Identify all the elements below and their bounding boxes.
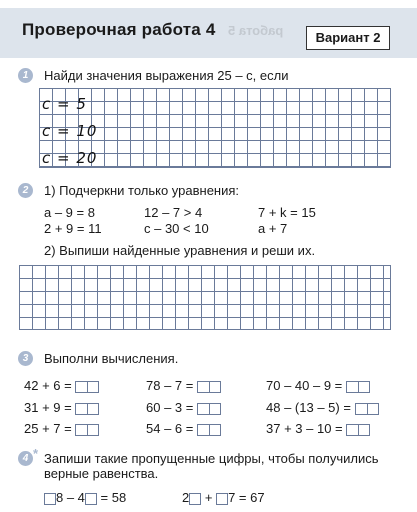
calc-expression: 25 + 7 = bbox=[24, 421, 72, 436]
task-number-4: 4 bbox=[18, 451, 33, 466]
equality-1-part-b: = 58 bbox=[100, 490, 127, 505]
task2-part2: 2) Выпиши найденные уравнения и реши их. bbox=[44, 243, 316, 258]
equation-item: 2 + 9 = 11 bbox=[44, 221, 102, 236]
task-number-2: 2 bbox=[18, 183, 33, 198]
answer-boxes[interactable] bbox=[75, 381, 99, 393]
star-mark: * bbox=[33, 446, 39, 461]
calc-expression: 60 – 3 = bbox=[146, 400, 194, 415]
digit-box[interactable] bbox=[44, 493, 56, 505]
task2-answer-grid[interactable] bbox=[19, 265, 391, 330]
calc-row bbox=[266, 378, 370, 393]
answer-boxes[interactable] bbox=[197, 403, 221, 415]
digit-box[interactable] bbox=[189, 493, 201, 505]
task-number-3: 3 bbox=[18, 351, 33, 366]
answer-boxes[interactable] bbox=[197, 381, 221, 393]
handwritten-answer-3: c = 20 bbox=[42, 149, 98, 167]
equation-item: 12 – 7 > 4 bbox=[144, 205, 203, 220]
calc-row bbox=[24, 378, 99, 393]
equality-2 bbox=[182, 490, 265, 505]
task2-part1: 1) Подчеркни только уравнения: bbox=[44, 183, 240, 198]
handwritten-answer-1: c = 5 bbox=[42, 95, 87, 113]
calc-row bbox=[266, 421, 370, 436]
calc-expression: 78 – 7 = bbox=[146, 378, 194, 393]
task3-text: Выполни вычисления. bbox=[44, 351, 179, 366]
equality-2-part-c: 7 = 67 bbox=[228, 490, 265, 505]
calc-expression: 70 – 40 – 9 = bbox=[266, 378, 343, 393]
equality-1-part-a: 8 – 4 bbox=[56, 490, 85, 505]
variant-badge: Вариант 2 bbox=[306, 26, 390, 50]
digit-box[interactable] bbox=[216, 493, 228, 505]
calc-row bbox=[24, 421, 99, 436]
answer-boxes[interactable] bbox=[197, 424, 221, 436]
task-number-1: 1 bbox=[18, 68, 33, 83]
calc-row bbox=[24, 400, 99, 415]
answer-boxes[interactable] bbox=[346, 381, 370, 393]
calc-row bbox=[266, 400, 379, 415]
equation-item: a – 9 = 8 bbox=[44, 205, 95, 220]
calc-expression: 31 + 9 = bbox=[24, 400, 72, 415]
calc-row bbox=[146, 400, 221, 415]
ghost-text: работа 5 bbox=[228, 23, 284, 38]
answer-boxes[interactable] bbox=[75, 403, 99, 415]
calc-row bbox=[146, 421, 221, 436]
calc-expression: 42 + 6 = bbox=[24, 378, 72, 393]
calc-row bbox=[146, 378, 221, 393]
task1-text: Найди значения выражения 25 – c, если bbox=[44, 68, 289, 83]
digit-box[interactable] bbox=[85, 493, 97, 505]
task4-line2: верные равенства. bbox=[44, 466, 159, 481]
equation-item: a + 7 bbox=[258, 221, 288, 236]
equality-2-part-a: 2 bbox=[182, 490, 190, 505]
equality-2-part-b: + bbox=[204, 490, 213, 505]
equality-1 bbox=[44, 490, 126, 505]
answer-boxes[interactable] bbox=[355, 403, 379, 415]
calc-expression: 48 – (13 – 5) = bbox=[266, 400, 351, 415]
task4-line1: Запиши такие пропущенные цифры, чтобы получились bbox=[44, 451, 379, 466]
handwritten-answer-2: c = 10 bbox=[42, 122, 98, 140]
answer-boxes[interactable] bbox=[75, 424, 99, 436]
equation-item: c – 30 < 10 bbox=[144, 221, 209, 236]
answer-boxes[interactable] bbox=[346, 424, 370, 436]
equation-item: 7 + k = 15 bbox=[258, 205, 316, 220]
page-title: Проверочная работа 4 bbox=[22, 20, 216, 39]
calc-expression: 37 + 3 – 10 = bbox=[266, 421, 343, 436]
calc-expression: 54 – 6 = bbox=[146, 421, 194, 436]
